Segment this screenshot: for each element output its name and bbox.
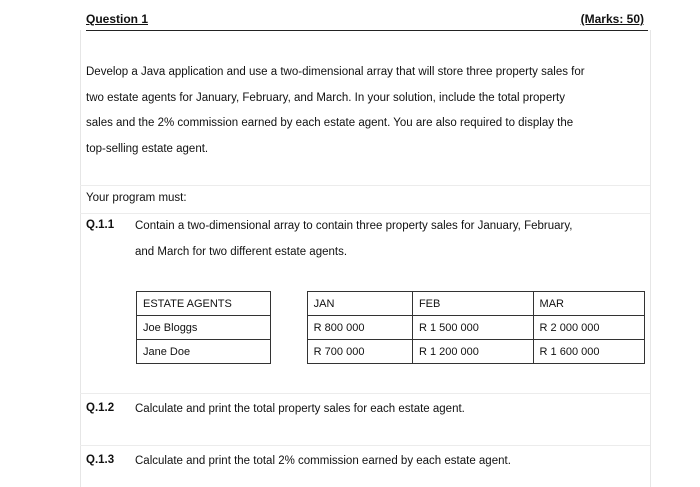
table-cell: Jane Doe — [137, 340, 271, 364]
table-header-cell: FEB — [412, 292, 533, 316]
intro-line: top-selling estate agent. — [86, 142, 209, 155]
sub-question-line: and March for two different estate agents. — [135, 246, 348, 258]
sub-question-text — [135, 454, 511, 468]
table-row — [137, 340, 645, 364]
table-spacer-cell — [270, 340, 307, 364]
form-divider — [80, 445, 650, 446]
requirements-label: Your program must: — [86, 192, 187, 204]
table-header-cell: ESTATE AGENTS — [137, 292, 271, 316]
table-cell: R 2 000 000 — [533, 316, 644, 340]
table-cell: R 800 000 — [307, 316, 412, 340]
table-row — [137, 316, 645, 340]
table-spacer-cell — [270, 316, 307, 340]
sub-question-number: Q.1.1 — [86, 219, 115, 231]
question-marks: (Marks: 50) — [580, 12, 644, 26]
table-header-cell: MAR — [533, 292, 644, 316]
sub-question-line: Calculate and print the total property sales for each estate agent. — [135, 403, 465, 415]
table-cell: Joe Bloggs — [137, 316, 271, 340]
table-cell: R 700 000 — [307, 340, 412, 364]
sales-table — [136, 291, 645, 364]
table-header-cell: JAN — [307, 292, 412, 316]
sub-question-line: Calculate and print the total 2% commission earned by each estate agent. — [135, 455, 511, 467]
sub-question-line: Contain a two-dimensional array to contain three property sales for January, February, — [135, 220, 573, 232]
sub-question-number: Q.1.3 — [86, 454, 115, 466]
table-header-row — [137, 292, 645, 316]
sub-question-text — [135, 402, 465, 416]
sub-question-text — [135, 213, 572, 265]
intro-line: sales and the 2% commission earned by each estate agent. You are also required to display the — [86, 117, 574, 129]
question-intro — [86, 60, 651, 162]
question-header — [86, 12, 648, 31]
form-border-left — [80, 30, 81, 487]
intro-line: two estate agents for January, February, and March. In your solution, include the total property — [86, 91, 565, 104]
form-divider — [80, 393, 650, 394]
form-divider — [80, 185, 650, 186]
question-title: Question 1 — [86, 12, 149, 26]
table-spacer-cell — [270, 292, 307, 316]
table-cell: R 1 600 000 — [533, 340, 644, 364]
sub-question-number: Q.1.2 — [86, 402, 115, 414]
table-cell: R 1 200 000 — [412, 340, 533, 364]
table-cell: R 1 500 000 — [412, 316, 533, 340]
intro-line: Develop a Java application and use a two-dimensional array that will store three property sales for — [86, 66, 585, 78]
